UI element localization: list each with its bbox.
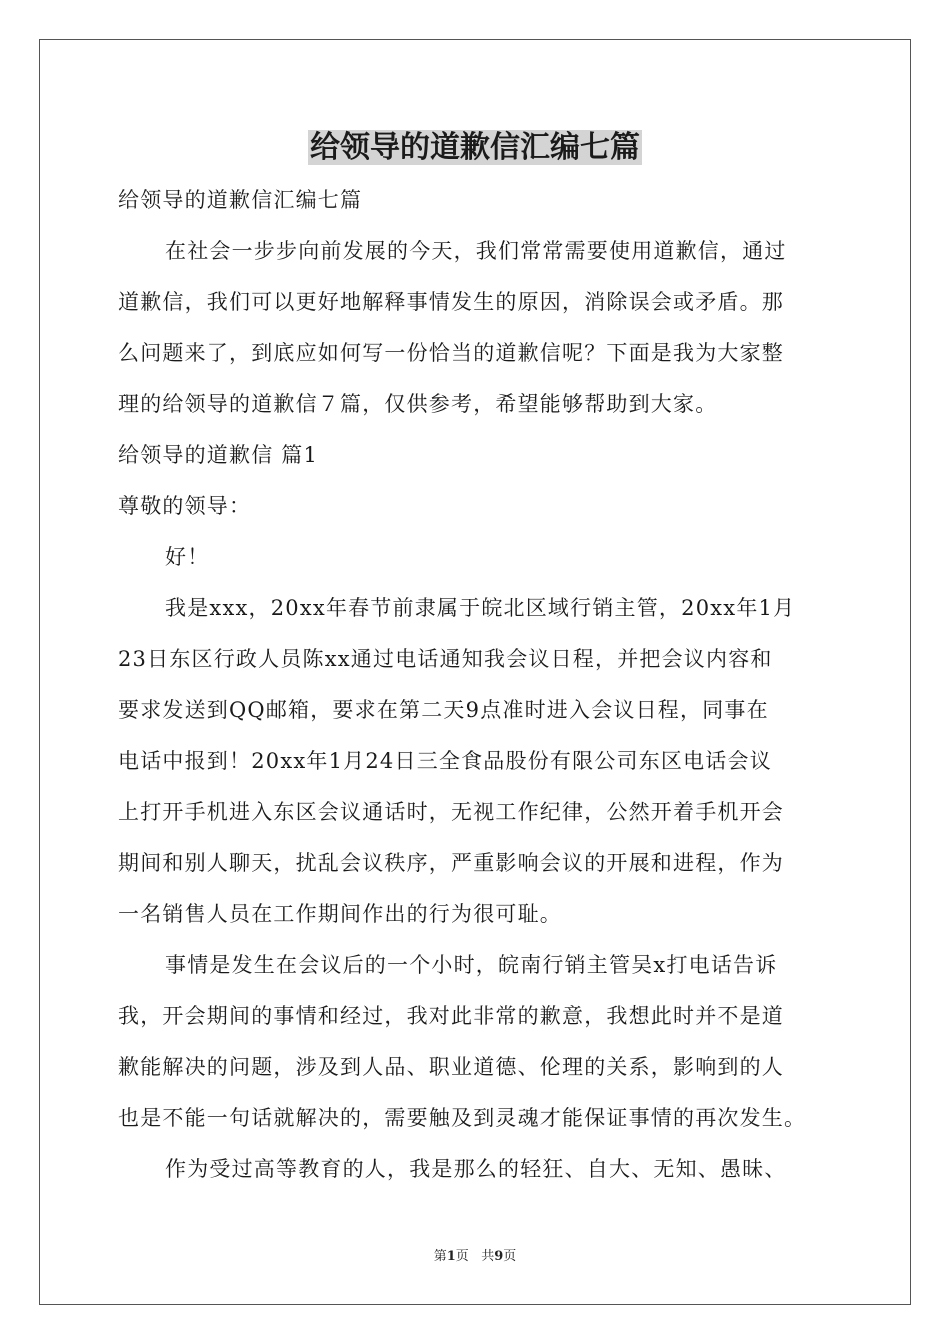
paragraph-line: 23日东区行政人员陈xx通过电话通知我会议日程，并把会议内容和	[118, 647, 773, 671]
total-page-count: 9	[494, 1249, 504, 1264]
paragraph-line: 我，开会期间的事情和经过，我对此非常的歉意，我想此时并不是道	[118, 1004, 784, 1028]
paragraph-line: 在社会一步步向前发展的今天，我们常常需要使用道歉信，通过	[165, 239, 787, 263]
document-body	[118, 180, 834, 1200]
section-heading: 给领导的道歉信 篇1	[118, 443, 319, 467]
paragraph-line: 也是不能一句话就解决的，需要触及到灵魂才能保证事情的再次发生。	[118, 1106, 807, 1130]
footer-prefix: 第	[433, 1249, 447, 1264]
paragraph-line: 一名销售人员在工作期间作出的行为很可耻。	[118, 902, 562, 926]
footer-page-suffix: 页	[455, 1249, 469, 1264]
paragraph-line: 道歉信，我们可以更好地解释事情发生的原因，消除误会或矛盾。那	[118, 290, 784, 314]
document-title-text: 给领导的道歉信汇编七篇	[310, 130, 640, 165]
paragraph-line: 要求发送到QQ邮箱，要求在第二天9点准时进入会议日程，同事在	[118, 698, 769, 722]
paragraph-line: 我是xxx，20xx年春节前隶属于皖北区域行销主管，20xx年1月	[165, 596, 796, 620]
paragraph-line: 期间和别人聊天，扰乱会议秩序，严重影响会议的开展和进程，作为	[118, 851, 784, 875]
paragraph-line: 作为受过高等教育的人，我是那么的轻狂、自大、无知、愚昧、	[165, 1157, 787, 1181]
paragraph-line: 事情是发生在会议后的一个小时，皖南行销主管吴x打电话告诉	[165, 953, 778, 977]
footer-total-suffix: 页	[503, 1249, 517, 1264]
footer-total-prefix: 共	[481, 1249, 495, 1264]
subtitle-line: 给领导的道歉信汇编七篇	[118, 188, 363, 212]
current-page-number: 1	[446, 1249, 456, 1264]
salutation: 尊敬的领导：	[118, 494, 252, 518]
greeting: 好！	[165, 545, 210, 569]
paragraph-line: 理的给领导的道歉信７篇，仅供参考，希望能够帮助到大家。	[118, 392, 718, 416]
document-title	[0, 126, 950, 170]
paragraph-line: 歉能解决的问题，涉及到人品、职业道德、伦理的关系，影响到的人	[118, 1055, 784, 1079]
paragraph-line: 电话中报到！20xx年1月24日三全食品股份有限公司东区电话会议	[118, 749, 772, 773]
paragraph-line: 上打开手机进入东区会议通话时，无视工作纪律，公然开着手机开会	[118, 800, 784, 824]
paragraph-line: 么问题来了，到底应如何写一份恰当的道歉信呢？下面是我为大家整	[118, 341, 784, 365]
page-footer	[0, 1248, 950, 1266]
